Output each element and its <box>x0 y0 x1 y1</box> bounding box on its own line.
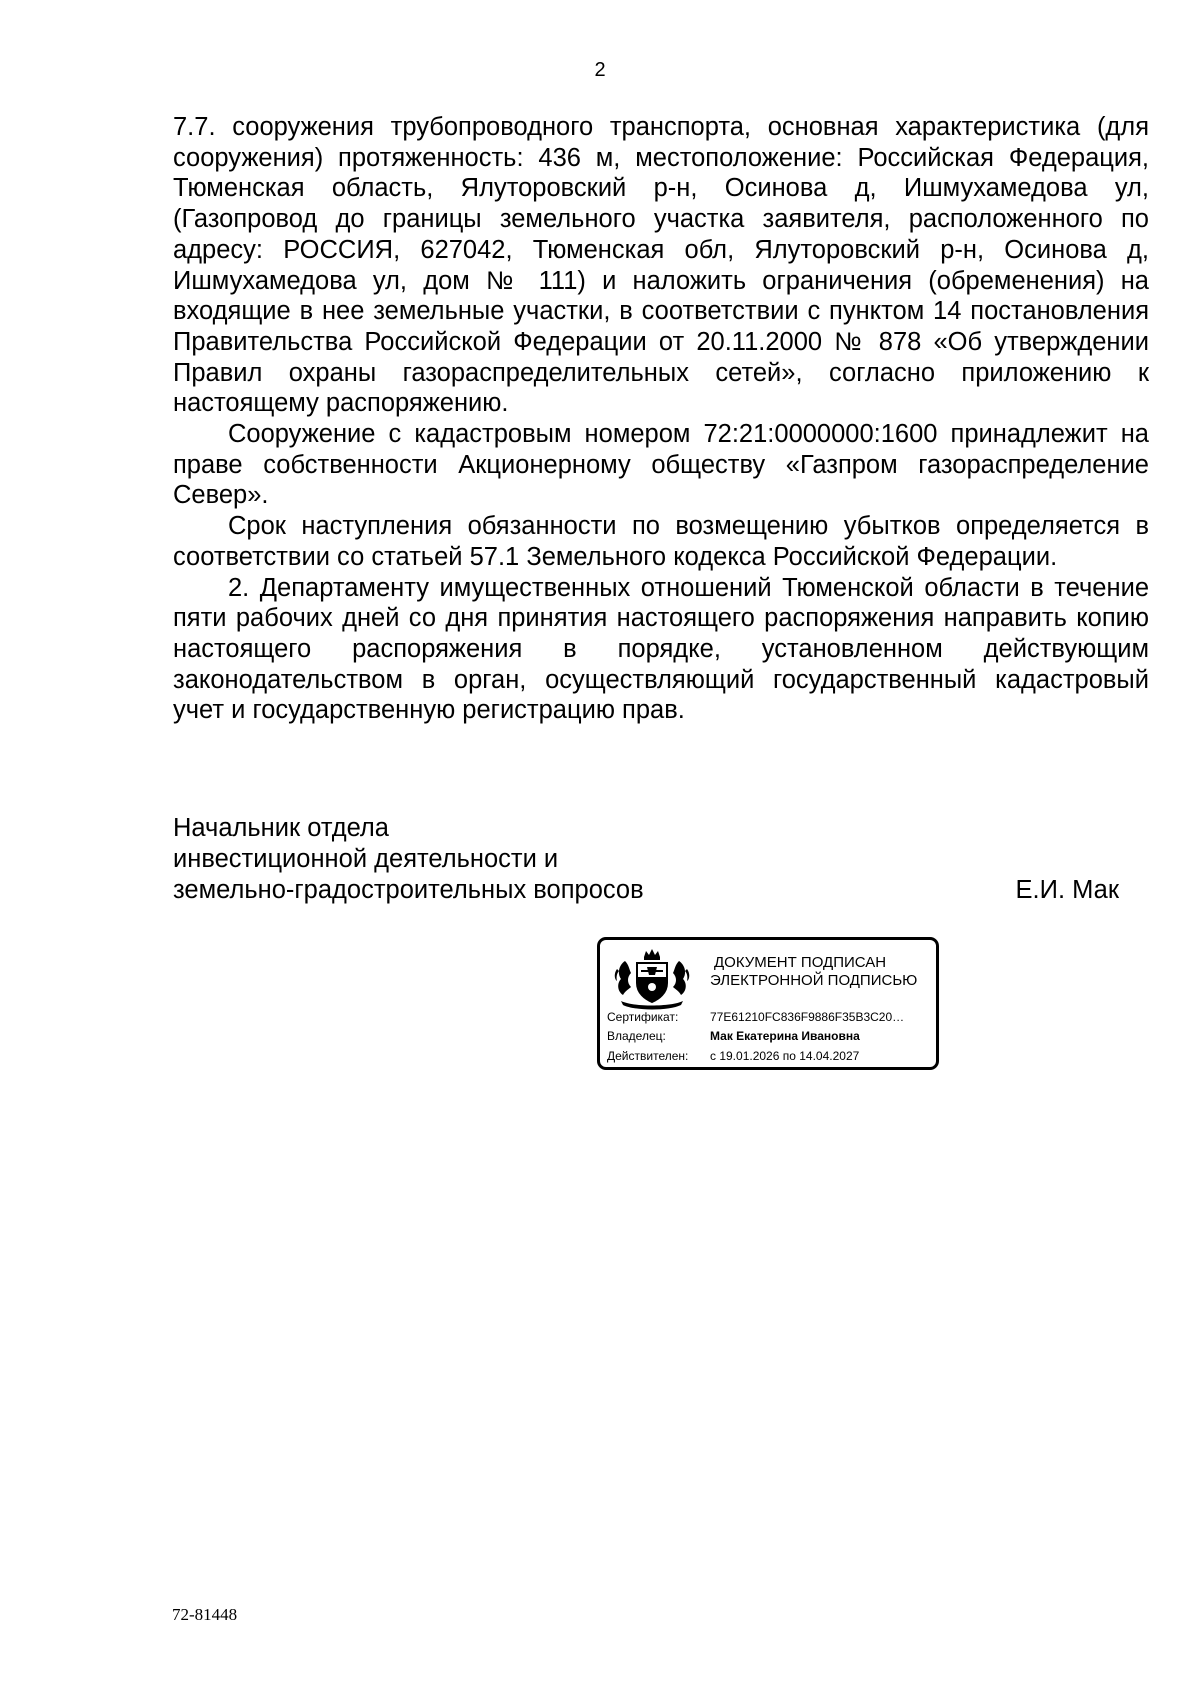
signatory-position-line: инвестиционной деятельности и <box>173 845 559 873</box>
certificate-label: Сертификат: <box>607 1010 679 1024</box>
coat-of-arms-icon <box>611 947 693 1013</box>
stamp-title-line: ДОКУМЕНТ ПОДПИСАН <box>714 954 887 971</box>
stamp-owner-row <box>607 1029 860 1043</box>
signatory-position-line: земельно-градостроительных вопросов <box>173 876 644 904</box>
stamp-title-line: ЭЛЕКТРОННОЙ ПОДПИСЬЮ <box>710 972 918 989</box>
stamp-validity-row <box>607 1049 859 1063</box>
paragraph-damages-deadline: Срок наступления обязанности по возмещению убытков определяется в соответствии со статьей 57.1 Земельного кодекса Российской Федерации. <box>173 512 1149 571</box>
owner-label: Владелец: <box>607 1029 666 1043</box>
validity-label: Действителен: <box>607 1049 689 1063</box>
stamp-certificate-row <box>607 1010 904 1024</box>
paragraph-structure-description: 7.7. сооружения трубопроводного транспорта, основная характеристика (для сооружения) протяженность: 436 м, местоположение: Российская Федерация, Тюменская область, Ялуторовский р-н, Осинова д, Ишмухамедова ул, (Газопровод до границы земельного участка заявителя, расположенного по адресу: РОССИЯ, 627042, Тюменская обл, Ялуторовский р-н, Осинова д, Ишмухамедова ул, дом № 111) и наложить ограничения (обременения) на входящие в нее земельные участки, в соответствии с пунктом 14 постановления Правительства Российской Федерации от 20.11.2000 № 878 «Об утверждении Правил охраны газораспределительных сетей», согласно приложению к настоящему распоряжению. <box>173 113 1149 418</box>
signatory-name: Е.И. Мак <box>1015 876 1119 904</box>
paragraph-cadastral-ownership: Сооружение с кадастровым номером 72:21:0000000:1600 принадлежит на праве собственности Акционерному обществу «Газпром газораспределение Север». <box>173 420 1149 510</box>
signatory-position-line: Начальник отдела <box>173 814 389 842</box>
validity-value: с 19.01.2026 по 14.04.2027 <box>710 1049 860 1063</box>
paragraph-department-instruction: 2. Департаменту имущественных отношений Тюменской области в течение пяти рабочих дней со дня принятия настоящего распоряжения направить копию настоящего распоряжения в порядке, установленном действующим законодательством в орган, осуществляющий государственный кадастровый учет и государственную регистрацию прав. <box>173 573 1149 725</box>
signature-block <box>173 813 1149 906</box>
document-body <box>173 112 1149 726</box>
electronic-signature-stamp <box>597 937 939 1070</box>
certificate-value: 77E61210FC836F9886F35B3C20… <box>710 1010 905 1024</box>
owner-value: Мак Екатерина Ивановна <box>710 1029 860 1043</box>
stamp-title <box>710 954 917 990</box>
document-footer-code: 72-81448 <box>172 1605 238 1624</box>
page-number: 2 <box>594 59 606 81</box>
